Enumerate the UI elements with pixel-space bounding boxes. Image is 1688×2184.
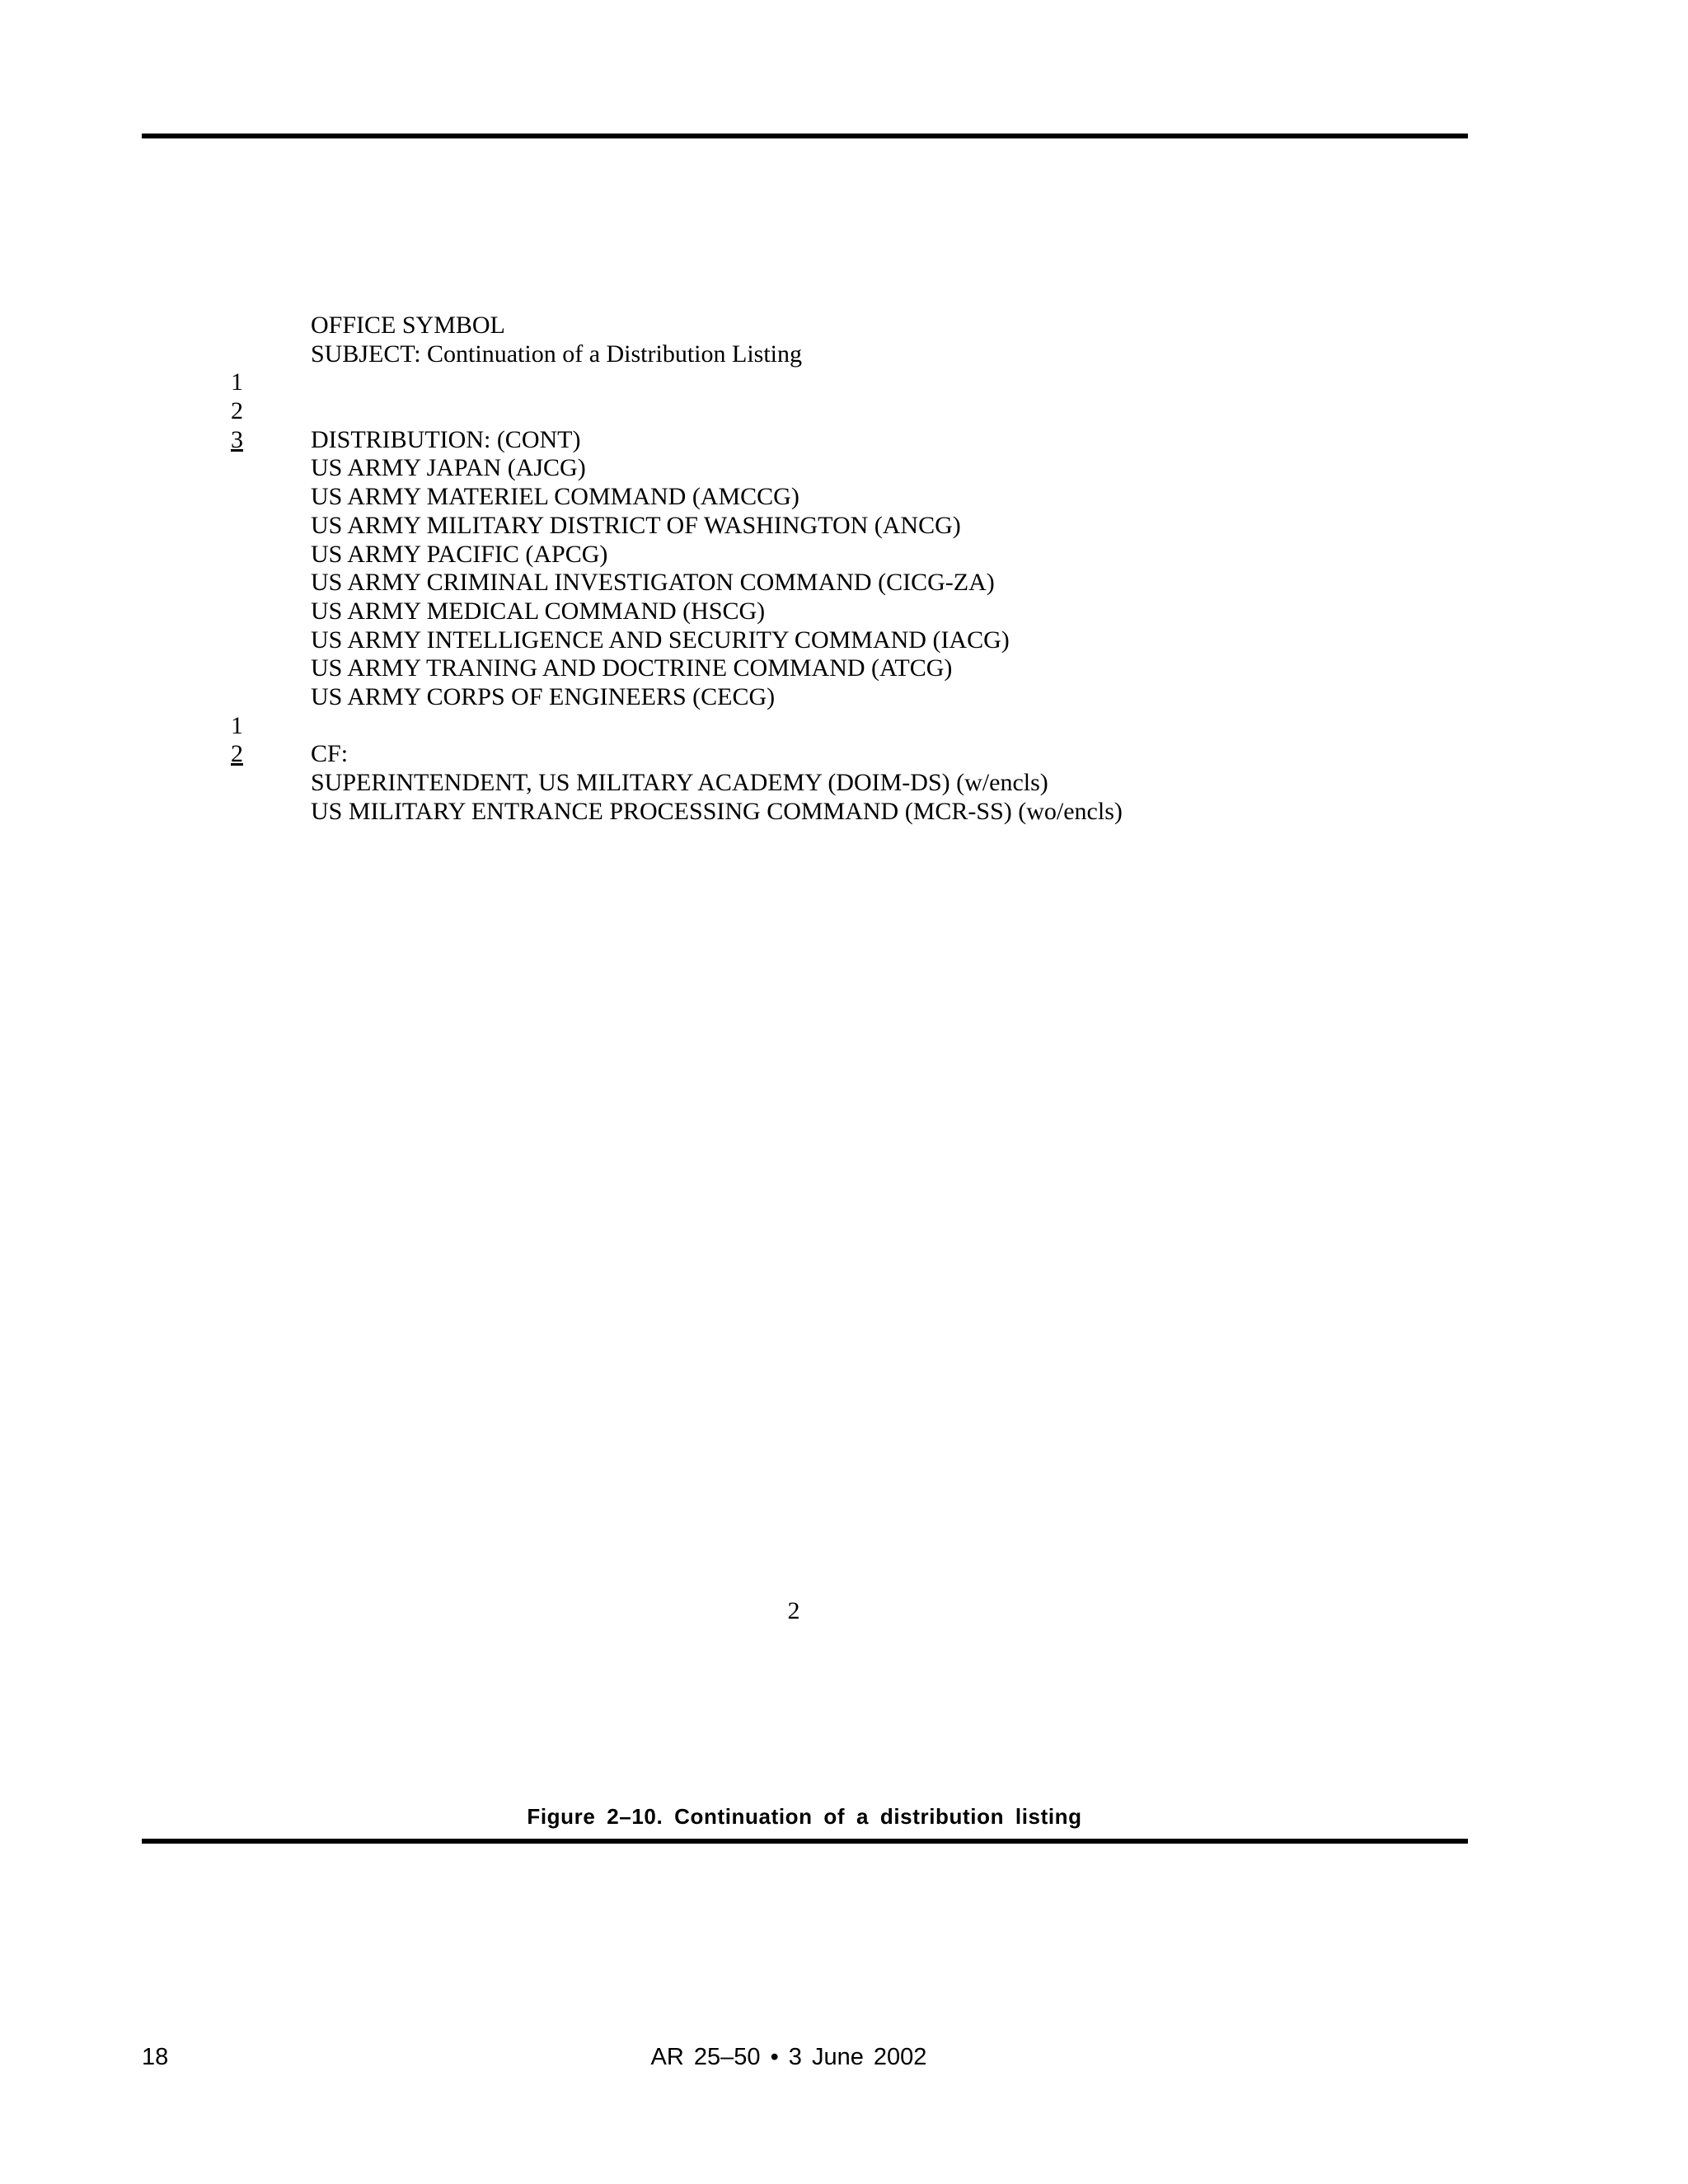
line-number — [231, 769, 311, 798]
line-number — [231, 683, 311, 712]
line-number: 3 — [231, 425, 243, 453]
memo-line — [231, 541, 1123, 569]
distribution-entry: US ARMY TRANING AND DOCTRINE COMMAND (ATCG) — [311, 654, 953, 682]
memo-line — [231, 712, 1123, 741]
distribution-entry: US ARMY MILITARY DISTRICT OF WASHINGTON (ANCG) — [311, 511, 961, 539]
line-number — [231, 312, 311, 340]
distribution-entry: US ARMY MEDICAL COMMAND (HSCG) — [311, 597, 766, 625]
memo-line — [231, 426, 1123, 455]
distribution-entry: US ARMY JAPAN (AJCG) — [311, 454, 586, 482]
line-number — [231, 569, 311, 598]
top-rule — [142, 134, 1468, 138]
memo-line — [231, 769, 1123, 798]
memo-line — [231, 740, 1123, 769]
blank-line — [311, 712, 1123, 741]
line-number — [231, 512, 311, 541]
memo-page-number: 2 — [787, 1597, 800, 1624]
line-number — [231, 626, 311, 655]
memo-line — [231, 454, 1123, 483]
line-number — [231, 340, 311, 369]
distribution-entry: US ARMY MATERIEL COMMAND (AMCCG) — [311, 483, 799, 511]
line-number — [231, 454, 311, 483]
memo-line — [231, 483, 1123, 512]
distribution-entry: US ARMY INTELLIGENCE AND SECURITY COMMAND (IACG) — [311, 626, 1010, 654]
memo-line — [231, 512, 1123, 541]
memo-line — [231, 368, 1123, 397]
line-number — [231, 541, 311, 569]
figure-caption: Figure 2–10. Continuation of a distribution listing — [527, 1804, 1082, 1829]
memo-line — [231, 312, 1123, 340]
footer-page-number: 18 — [142, 2044, 169, 2070]
memo-line — [231, 598, 1123, 626]
memo-line — [231, 569, 1123, 598]
blank-line — [311, 397, 1123, 426]
memo-example — [231, 312, 1123, 826]
line-number: 2 — [231, 397, 243, 425]
distribution-entry: US ARMY PACIFIC (APCG) — [311, 540, 608, 568]
memo-line — [231, 798, 1123, 827]
copy-furnished-entry: SUPERINTENDENT, US MILITARY ACADEMY (DOIM-DS) (w/encls) — [311, 769, 1048, 796]
memo-line — [231, 626, 1123, 655]
distribution-entry: US ARMY CORPS OF ENGINEERS (CECG) — [311, 682, 776, 710]
distribution-entry: US ARMY CRIMINAL INVESTIGATON COMMAND (CICG-ZA) — [311, 569, 995, 597]
bottom-rule — [142, 1839, 1468, 1844]
line-number — [231, 798, 311, 827]
blank-line — [311, 368, 1123, 397]
copy-furnished-heading: CF: — [311, 740, 349, 768]
office-symbol: OFFICE SYMBOL — [311, 312, 505, 339]
footer-publication-title: AR 25–50 • 3 June 2002 — [650, 2044, 927, 2070]
memo-line — [231, 654, 1123, 683]
copy-furnished-entry: US MILITARY ENTRANCE PROCESSING COMMAND (MCR-SS) (wo/encls) — [311, 797, 1123, 825]
memo-line — [231, 340, 1123, 369]
line-number — [231, 598, 311, 626]
distribution-heading: DISTRIBUTION: (CONT) — [311, 425, 581, 453]
line-number: 1 — [231, 368, 243, 396]
line-number — [231, 654, 311, 683]
subject-line: SUBJECT: Continuation of a Distribution Listing — [311, 340, 803, 368]
memo-line — [231, 683, 1123, 712]
line-number: 2 — [231, 740, 243, 768]
line-number — [231, 483, 311, 512]
line-number: 1 — [231, 711, 243, 739]
memo-line — [231, 397, 1123, 426]
